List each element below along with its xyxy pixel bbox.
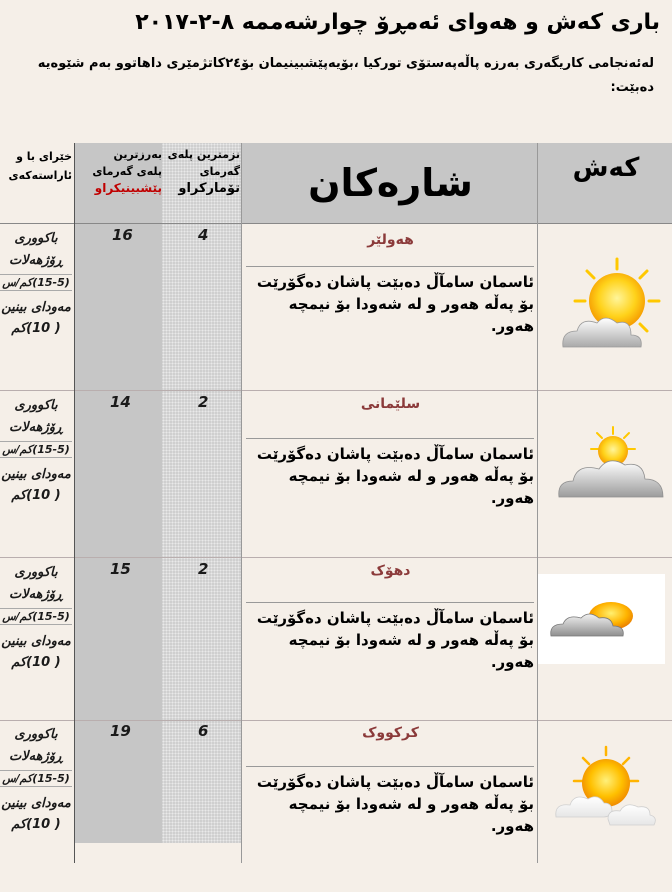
weather-description: ئاسمان سامآڵ دەبێت پاشان دەگۆرێت بۆ پەڵە هەور و لە شەودا بۆ نیمچە هەور.: [246, 438, 534, 509]
wind-speed: (15-5)کم/س: [0, 608, 72, 625]
min-temp-value: 6: [198, 722, 209, 740]
city-name: هەولێر: [367, 232, 414, 248]
wind-speed: (15-5)کم/س: [0, 274, 72, 291]
forecast-intro: لەئەنجامی کاریگەری بەرزە پاڵەپەستۆی تورکیا ،بۆیەپێشبینیمان بۆ٢٤کاتژمێری داهاتوو بەم شێوەیە دەبێت:: [37, 56, 654, 95]
max-temp-value: 14: [110, 393, 131, 411]
sun-behind-cloud-icon: [545, 590, 655, 650]
row-divider: [0, 720, 672, 721]
visibility-label: مەودای بینین: [1, 300, 71, 315]
wind-direction: باکووری ڕۆژهەلات: [9, 398, 63, 435]
max-temp-value: 15: [110, 560, 131, 578]
max-temp-value: 19: [110, 722, 131, 740]
min-header-line: نزمترین پلەی: [167, 148, 240, 161]
max-header-line: پلەی گەرمای: [92, 165, 162, 178]
wind-direction: باکووری ڕۆژهەلات: [9, 565, 63, 602]
wind-cell: [0, 724, 72, 832]
weather-description: ئاسمان سامآڵ دەبێت پاشان دەگۆرێت بۆ پەڵە هەور و لە شەودا بۆ نیمچە هەور.: [246, 766, 534, 837]
wind-cell: [0, 228, 72, 336]
max-header-forecast-label: پێشبینیکراو: [94, 181, 162, 195]
min-temp-value: 2: [198, 393, 209, 411]
city-name: دهۆک: [370, 563, 411, 579]
sun-behind-cloud-icon: [555, 255, 665, 365]
sun-behind-cloud-icon: [555, 425, 667, 507]
visibility-label: مەودای بینین: [1, 467, 71, 482]
min-header-recorded-label: تۆمارکراو: [178, 181, 240, 196]
column-divider: [537, 143, 538, 863]
min-temp-value: 4: [198, 226, 209, 244]
city-name: سلێمانی: [360, 396, 421, 412]
wind-speed: (15-5)کم/س: [0, 441, 72, 458]
visibility-value: ( 10)کم: [11, 817, 61, 832]
visibility-value: ( 10)کم: [11, 321, 61, 336]
min-header-line: گەرمای: [199, 165, 240, 178]
column-divider: [241, 143, 242, 863]
header-bottom-line: [0, 223, 672, 224]
visibility-label: مەودای بینین: [1, 634, 71, 649]
wind-cell: [0, 562, 72, 670]
visibility-value: ( 10)کم: [11, 655, 61, 670]
max-temp-value: 16: [112, 226, 133, 244]
max-header-line: بەرزترین: [113, 148, 162, 161]
visibility-value: ( 10)کم: [11, 488, 61, 503]
visibility-label: مەودای بینین: [1, 796, 71, 811]
city-column-header: شارەکان: [308, 161, 473, 205]
row-divider: [0, 557, 672, 558]
wind-direction: باکووری ڕۆژهەلات: [9, 231, 63, 268]
city-name: کرکووک: [362, 725, 419, 741]
column-divider: [74, 143, 75, 863]
sun-behind-cloud-icon: [552, 745, 662, 835]
max-temp-column-header: [78, 146, 162, 197]
wind-direction: باکووری ڕۆژهەلات: [9, 727, 63, 764]
page-title: باری کەش و هەوای ئەمڕۆ چوارشەممە ٨-٢-٢٠١٧: [135, 10, 660, 35]
weather-description: ئاسمان سامآڵ دەبێت پاشان دەگۆرێت بۆ پەڵە هەور و لە شەودا بۆ نیمچە هەور.: [246, 602, 534, 673]
wind-column-header: خێرای با و ئاراستەکەی: [8, 150, 72, 182]
min-temp-column-header: [164, 146, 240, 197]
weather-description: ئاسمان سامآڵ دەبێت پاشان دەگۆرێت بۆ پەڵە هەور و لە شەودا بۆ نیمچە هەور.: [246, 266, 534, 337]
wind-speed: (15-5)کم/س: [0, 770, 72, 787]
wind-cell: [0, 395, 72, 503]
weather-column-header: کەش: [572, 153, 640, 183]
row-divider: [0, 390, 672, 391]
min-temp-value: 2: [198, 560, 209, 578]
